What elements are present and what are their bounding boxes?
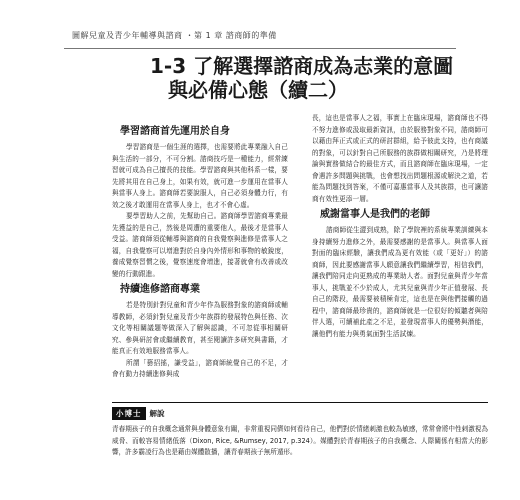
paragraph: 長，這也是當事人之福，事實上在臨床現場，諮商師也不得不努力進修或汲取最新資訊，由於服務對象不同，諮商師可以藉由拜正式或正式的研討群組，給予彼此支持，也有商議的對象，可以針對自己所服務的族群做相關研究，乃是將理論與實務做結合的最佳方式，而且諮商師在臨床現場，一定會遇許多問題與挑戰，也會想找出問題根源或解決之道，若能為問題找到答案，不僅可嘉惠當事人及其族群，也可讓諮商有效性更添一層。	[312, 114, 488, 203]
tip-label-tail: 解說	[149, 409, 165, 418]
section-heading-thank-clients: 威謝當事人是我們的老師	[320, 209, 430, 220]
paragraph: 所謂「藝招搖，謙受益」，諮商師統覺自己的不足，才會有動力持續進修與成	[112, 358, 288, 378]
running-title: 圖解兒童及青少年輔導與諮商 ・第 1 章 諮商師的準備	[72, 30, 277, 40]
section-heading-self-practice: 學習諮商首先運用於自身	[120, 126, 230, 137]
chapter-title-block	[150, 54, 470, 112]
tip-box	[112, 402, 488, 459]
right-column	[312, 113, 488, 340]
paragraph: 要學習助人之前，先幫助自己。諮商師學習諮商專業最先獲益的是自己，然後是周遭的重要他人，最後才是當事人受益。諮商師須從輔導與諮商的自我覺察與進修是當事人之福，自我覺察可以增進對於自身內外情形和事物的敏銳度，養成覺察習慣之後，覺察速度會增進，接著就會有改善或改變的行動跟進。	[112, 212, 288, 278]
running-header	[64, 22, 456, 49]
tip-label: 小博士	[112, 407, 146, 420]
paragraph: 若是特別針對兒童和青少年作為服務對象的諮商師或輔導教師，必須針對兒童及青少年族群的發展特色與任務、次文化等相關議題等做深入了解與認識，不可忽從事相關研究、參與研討會或繼續教育，甚至閱讀許多研究與書籍，才能真正有效地服務當事人。	[112, 301, 288, 355]
paragraph: 諮商師從生澀到成熟，除了學院裡的系統專業訓練與本身持續努力進修之外，最需要感謝的是當事人。與當事人面對面的臨床經驗，讓我們成為更有效能（或「更好」）的諮商師，因此要感謝當事人願意讓我們繼續學習，相信我們，讓我們陪同走向更熟成的專業助人者。面對兒童與青少年當事人，挑戰並不少於成人，尤其兒童與青少年正值發展、長自己的階段，最需要被積極肯定，這也是在與他們接觸的過程中，諮商師最珍貴的，諮商師就是一位很好的傾聽者與陪伴人選，可續補此產之不足，並發現當事人的優勢與潛能，讓他們有能力與勇氣面對生活試煉。	[312, 226, 488, 338]
paragraph: 學習諮商是一個生涯的選擇，也需要將此專業融入自己與生活的一部分，不可分割。諮商技巧是一種能力，經常練習就可成為自己擅長的技能。學習諮商與其他科系一樣，要先將其用在自己身上，如果有效，就可進一步運用在當事人與當事人身上。諮商師若要說服人，自己必須身體力行，有效之後才敢運用在當事人身上，也才不會心虛。	[112, 143, 288, 209]
tip-label-row	[112, 407, 488, 420]
left-column	[112, 122, 288, 381]
tip-text: 青春期孩子的自我概念通常與身體意象有關，非常重視同儕如何看待自己，他們對於情緒刺激也較為敏感，常常會將中性刺激視為威脅、而較容易情緒低落（Dixon, Rice, &Rumsey, 2017, p.324）。媒體對於青春期孩子的自我概念、人際關係有相當大的影響，許多霸凌行為也是藉由媒體散播，讓青春期孩子無所遁形。	[112, 425, 488, 456]
section-heading-continuing-education: 持續進修諮商專業	[120, 284, 200, 295]
chapter-title-line2: 與必備心態（續二）	[168, 78, 348, 102]
chapter-title-line1: 1-3 了解選擇諮商成為志業的意圖	[150, 54, 454, 78]
